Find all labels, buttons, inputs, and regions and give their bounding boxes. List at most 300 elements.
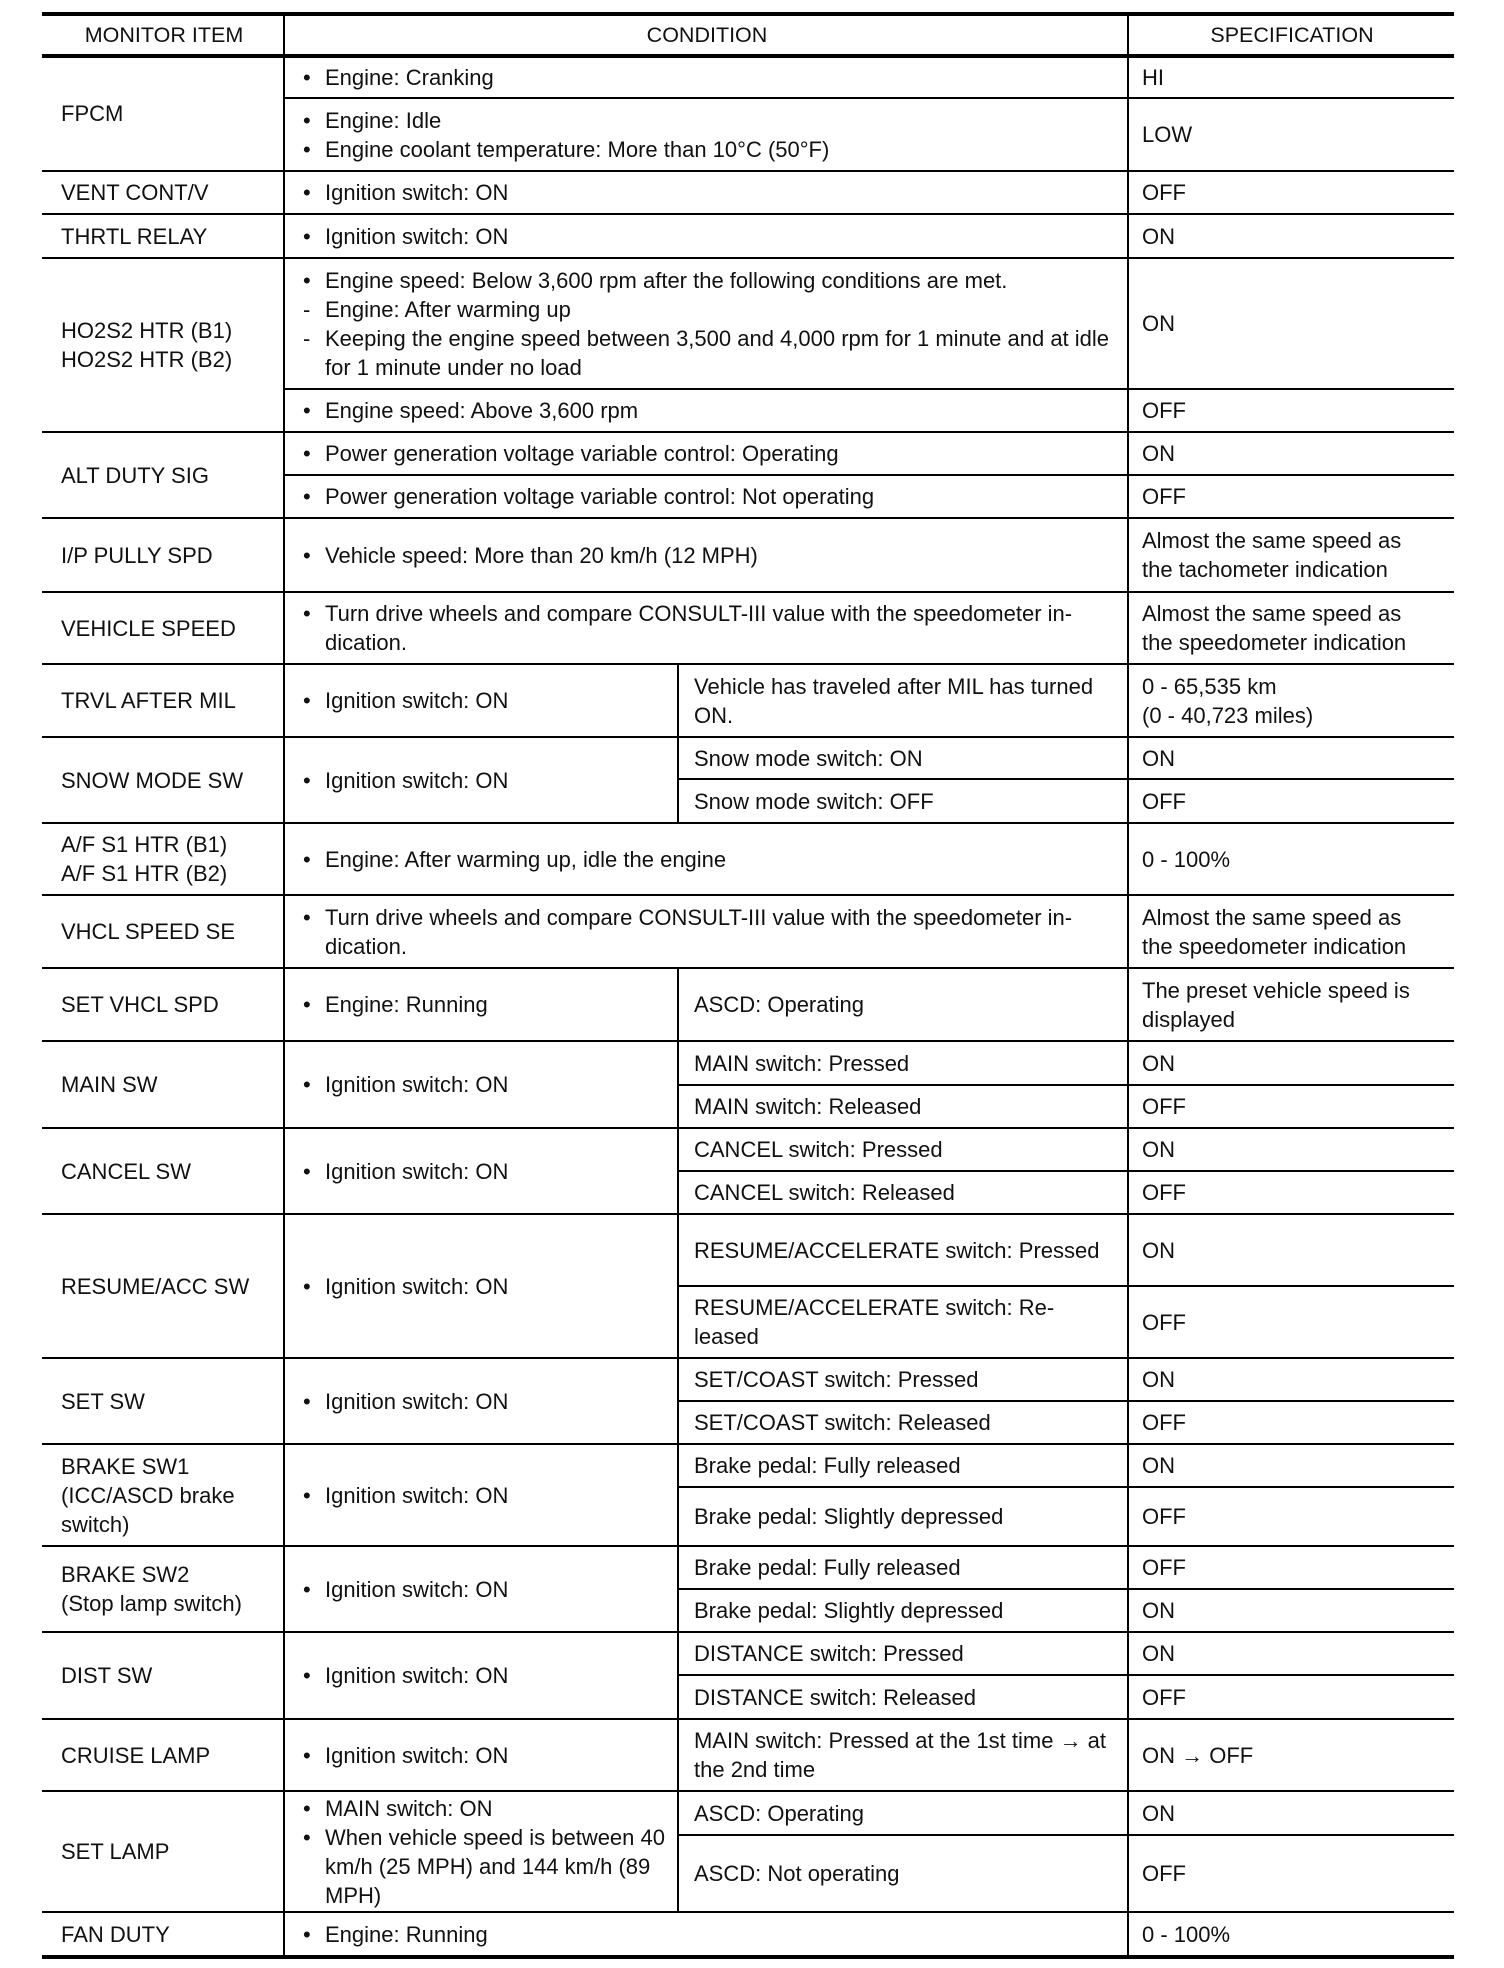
column-rule (1127, 1632, 1129, 1719)
table-rule (42, 12, 1454, 16)
bullet-icon: • (303, 1922, 311, 1947)
bullet-icon: • (303, 1072, 311, 1097)
condition-line (694, 1553, 1116, 1582)
bullet-icon: • (303, 542, 311, 568)
condition-text: Vehicle has traveled after MIL has turned ON. (694, 673, 1094, 728)
sub-condition-cell (680, 1085, 1128, 1128)
specification-cell (1130, 1444, 1454, 1487)
specification-cell (1130, 1791, 1454, 1835)
monitor-item-label: BRAKE SW2 (61, 1562, 190, 1587)
column-rule (677, 737, 679, 823)
condition-line (301, 686, 666, 715)
condition-line (694, 744, 1116, 773)
sub-condition-cell (680, 1589, 1128, 1632)
condition-text: Ignition switch: ON (325, 1273, 509, 1299)
condition-text: Turn drive wheels and compare CONSULT-III value with the speedometer in-dication. (325, 904, 1073, 959)
monitor-item-cell (44, 1128, 284, 1214)
column-rule (283, 968, 285, 1041)
condition-text: DISTANCE switch: Pressed (694, 1641, 964, 1666)
column-rule (1127, 1358, 1129, 1444)
column-rule (283, 1912, 285, 1957)
monitor-item-label: SNOW MODE SW (61, 767, 244, 793)
monitor-item-label: RESUME/ACC SW (61, 1273, 250, 1299)
specification-value: ON (1142, 745, 1175, 771)
condition-text: Power generation voltage variable control: Not operating (325, 484, 875, 509)
specification-cell (1130, 1401, 1454, 1444)
monitor-item-cell (44, 1632, 284, 1719)
column-rule (283, 1632, 285, 1719)
monitor-item-label: THRTL RELAY (61, 223, 208, 249)
column-rule (283, 737, 285, 823)
condition-cell (286, 258, 1128, 389)
condition-text: Ignition switch: ON (325, 1482, 509, 1508)
monitor-item-cell (44, 1358, 284, 1444)
specification-cell (1130, 737, 1454, 779)
condition-cell (286, 664, 678, 737)
condition-line (301, 1481, 666, 1510)
dash-icon: - (303, 296, 311, 322)
column-rule (1127, 1214, 1129, 1358)
column-rule (283, 1444, 285, 1546)
specification-value: OFF (1142, 1309, 1186, 1335)
column-rule (1127, 1041, 1129, 1128)
specification-value: OFF (1142, 1861, 1186, 1886)
condition-text: Ignition switch: ON (325, 1158, 509, 1184)
condition-line (301, 482, 1116, 511)
specification-value: the speedometer indication (1142, 933, 1407, 959)
specification-value: ON (1142, 1050, 1175, 1076)
bullet-icon: • (303, 767, 311, 793)
sub-condition-cell (680, 779, 1128, 823)
column-rule (1127, 518, 1129, 592)
bullet-icon: • (303, 136, 311, 162)
column-rule (677, 1214, 679, 1358)
specification-value: 0 - 100% (1142, 1922, 1231, 1947)
bullet-icon: • (303, 1576, 311, 1602)
condition-text: Vehicle speed: More than 20 km/h (12 MPH) (325, 542, 758, 568)
monitor-item-label: A/F S1 HTR (B1) (61, 832, 228, 857)
bullet-icon: • (303, 1795, 311, 1821)
bullet-icon: • (303, 441, 311, 466)
table-rule (678, 1834, 1454, 1836)
condition-text: Engine coolant temperature: More than 10°C (50°F) (325, 136, 830, 162)
condition-text: RESUME/ACCELERATE switch: Pressed (694, 1237, 1100, 1263)
sub-condition-cell (680, 1171, 1128, 1214)
monitor-item-cell (44, 214, 284, 258)
condition-text: Brake pedal: Slightly depressed (694, 1598, 1004, 1623)
condition-line (694, 1639, 1116, 1668)
condition-line (301, 1575, 666, 1604)
specification-value: the tachometer indication (1142, 557, 1388, 582)
sub-condition-cell (680, 1719, 1128, 1791)
condition-line (301, 541, 1116, 570)
condition-text: Ignition switch: ON (325, 688, 509, 713)
condition-text: ASCD: Operating (694, 1800, 864, 1826)
condition-cell (286, 432, 1128, 475)
column-rule (1127, 895, 1129, 968)
bullet-icon: • (303, 267, 311, 293)
monitor-item-label: switch) (61, 1511, 130, 1537)
specification-value: The preset vehicle speed is (1142, 977, 1410, 1003)
column-rule (1127, 1719, 1129, 1791)
specification-cell (1130, 1128, 1454, 1171)
column-rule (283, 56, 285, 171)
column-rule (1127, 1444, 1129, 1546)
column-rule (677, 1719, 679, 1791)
condition-cell (286, 1912, 1128, 1957)
sub-condition-cell (680, 968, 1128, 1041)
monitor-item-label: VENT CONT/V (61, 180, 209, 205)
condition-cell (286, 98, 1128, 171)
condition-line (301, 1823, 666, 1910)
condition-text: Engine: After warming up (325, 296, 571, 322)
specification-cell (1130, 1358, 1454, 1401)
specification-cell (1130, 1835, 1454, 1912)
specification-cell (1130, 171, 1454, 214)
monitor-item-cell (44, 258, 284, 432)
column-rule (283, 1546, 285, 1632)
specification-cell (1130, 475, 1454, 518)
column-rule (1127, 1791, 1129, 1912)
condition-line (301, 1070, 666, 1099)
column-rule (283, 1358, 285, 1444)
sub-condition-cell (680, 1487, 1128, 1546)
condition-line (301, 178, 1116, 207)
sub-condition-cell (680, 1286, 1128, 1358)
specification-cell (1130, 1041, 1454, 1085)
condition-line (694, 1859, 1116, 1888)
specification-value: ON (1142, 1137, 1175, 1162)
condition-cell (286, 475, 1128, 518)
column-rule (1127, 1546, 1129, 1632)
specification-value: ON (1142, 1367, 1175, 1392)
specification-value: ON (1142, 1641, 1175, 1666)
condition-cell (286, 1128, 678, 1214)
monitor-item-cell (44, 1912, 284, 1957)
condition-cell (286, 823, 1128, 895)
condition-line (301, 1794, 666, 1823)
column-rule (283, 664, 285, 737)
specification-cell (1130, 664, 1454, 737)
specification-value: HI (1142, 64, 1164, 90)
condition-text: Engine speed: Below 3,600 rpm after the following conditions are met. (325, 267, 1008, 293)
condition-line (301, 766, 666, 795)
sub-condition-cell (680, 1791, 1128, 1835)
sub-condition-cell (680, 1835, 1128, 1912)
header-monitor-item: MONITOR ITEM (84, 22, 244, 47)
specification-cell (1130, 1286, 1454, 1358)
condition-text: MAIN switch: Pressed (694, 1050, 910, 1076)
bullet-icon: • (303, 107, 311, 133)
specification-value: Almost the same speed as (1142, 904, 1402, 930)
header-condition: CONDITION (646, 22, 768, 47)
table-rule (678, 1486, 1454, 1488)
specification-cell (1130, 98, 1454, 171)
condition-text: Engine: Cranking (325, 64, 494, 90)
table-rule (42, 1955, 1454, 1959)
monitor-item-label: CRUISE LAMP (61, 1742, 211, 1768)
column-rule (283, 1214, 285, 1358)
condition-cell (286, 1358, 678, 1444)
table-rule (678, 778, 1454, 780)
specification-value: OFF (1142, 1410, 1186, 1435)
condition-cell (286, 171, 1128, 214)
specification-cell (1130, 779, 1454, 823)
specification-value: OFF (1142, 788, 1186, 814)
column-rule (1127, 214, 1129, 258)
column-rule (283, 1791, 285, 1912)
condition-line (694, 1178, 1116, 1207)
table-rule (678, 1285, 1454, 1287)
condition-text: Ignition switch: ON (325, 223, 509, 249)
condition-text: Snow mode switch: ON (694, 745, 923, 771)
condition-text: Turn drive wheels and compare CONSULT-III value with the speedometer in-dication. (325, 601, 1073, 655)
table-rule (678, 1170, 1454, 1172)
column-rule (283, 895, 285, 968)
condition-line (301, 1920, 1116, 1949)
condition-text: MAIN switch: Pressed at the 1st time → at the 2nd time (694, 1728, 1107, 1782)
specification-cell (1130, 258, 1454, 389)
condition-cell (286, 895, 1128, 968)
condition-text: Engine: Running (325, 992, 488, 1017)
condition-cell (286, 1632, 678, 1719)
column-rule (283, 258, 285, 432)
monitor-item-label: CANCEL SW (61, 1158, 191, 1184)
specification-value: OFF (1142, 180, 1186, 205)
bullet-icon: • (303, 1273, 311, 1299)
condition-text: Ignition switch: ON (325, 1742, 509, 1768)
bullet-icon: • (303, 1388, 311, 1414)
sub-condition-cell (680, 664, 1128, 737)
specification-value: OFF (1142, 1504, 1186, 1529)
condition-line (694, 1135, 1116, 1164)
column-rule (1127, 1128, 1129, 1214)
bullet-icon: • (303, 846, 311, 872)
condition-text: Ignition switch: ON (325, 1576, 509, 1602)
monitor-item-cell (44, 518, 284, 592)
specification-value: the speedometer indication (1142, 630, 1407, 655)
sub-condition-cell (680, 1358, 1128, 1401)
column-rule (677, 664, 679, 737)
specification-value: ON → OFF (1142, 1742, 1254, 1768)
column-rule (283, 518, 285, 592)
monitor-item-label: SET LAMP (61, 1839, 170, 1864)
condition-text: CANCEL switch: Pressed (694, 1137, 943, 1162)
monitor-item-cell (44, 1444, 284, 1546)
sub-condition-cell (680, 1214, 1128, 1286)
column-rule (1127, 823, 1129, 895)
condition-line (301, 396, 1116, 425)
condition-line (301, 266, 1116, 295)
condition-text: CANCEL switch: Released (694, 1180, 955, 1205)
table-rule (678, 1400, 1454, 1402)
condition-text: Ignition switch: ON (325, 1072, 509, 1097)
column-rule (283, 214, 285, 258)
condition-line (301, 1157, 666, 1186)
monitor-item-cell (44, 737, 284, 823)
specification-value: Almost the same speed as (1142, 601, 1402, 626)
condition-cell (286, 592, 1128, 664)
monitor-item-cell (44, 823, 284, 895)
column-rule (1127, 664, 1129, 737)
bullet-icon: • (303, 992, 311, 1017)
specification-cell (1130, 1171, 1454, 1214)
bullet-icon: • (303, 1742, 311, 1768)
table-rule (678, 1084, 1454, 1086)
column-rule (677, 1358, 679, 1444)
specification-cell (1130, 823, 1454, 895)
monitor-item-label: TRVL AFTER MIL (61, 688, 236, 713)
condition-text: MAIN switch: Released (694, 1094, 922, 1119)
monitor-item-cell (44, 1214, 284, 1358)
specification-cell (1130, 1546, 1454, 1589)
condition-text: DISTANCE switch: Released (694, 1684, 977, 1710)
condition-line (301, 295, 1116, 324)
specification-cell (1130, 432, 1454, 475)
condition-text: RESUME/ACCELERATE switch: Re-leased (694, 1295, 1055, 1349)
condition-text: When vehicle speed is between 40 km/h (25 MPH) and 144 km/h (89 MPH) (325, 1824, 665, 1908)
condition-line (301, 106, 1116, 135)
condition-line (694, 990, 1116, 1019)
bullet-icon: • (303, 1158, 311, 1184)
column-rule (1127, 171, 1129, 214)
table-rule (284, 474, 1454, 476)
condition-line (301, 903, 1116, 961)
bullet-icon: • (303, 180, 311, 205)
column-rule (677, 1444, 679, 1546)
condition-line (301, 324, 1116, 382)
column-rule (677, 1041, 679, 1128)
condition-text: ASCD: Operating (694, 992, 864, 1017)
condition-line (301, 845, 1116, 874)
condition-text: Power generation voltage variable control: Operating (325, 441, 839, 466)
condition-line (301, 1387, 666, 1416)
column-rule (1127, 737, 1129, 823)
specification-cell (1130, 1632, 1454, 1675)
condition-cell (286, 214, 1128, 258)
column-rule (283, 171, 285, 214)
monitor-item-label: (ICC/ASCD brake (61, 1482, 235, 1508)
sub-condition-cell (680, 1444, 1128, 1487)
condition-text: Ignition switch: ON (325, 767, 509, 793)
column-rule (283, 1719, 285, 1791)
monitor-item-cell (44, 1546, 284, 1632)
specification-value: displayed (1142, 1006, 1235, 1032)
specification-value: OFF (1142, 1555, 1186, 1580)
condition-line (694, 1049, 1116, 1078)
specification-value: Almost the same speed as (1142, 528, 1402, 553)
condition-line (301, 990, 666, 1019)
column-rule (283, 432, 285, 518)
monitor-item-label: MAIN SW (61, 1072, 158, 1097)
specification-cell (1130, 1487, 1454, 1546)
specification-value: OFF (1142, 1684, 1186, 1710)
sub-condition-cell (680, 737, 1128, 779)
monitor-item-cell (44, 664, 284, 737)
dash-icon: - (303, 325, 311, 351)
specification-cell (1130, 1589, 1454, 1632)
condition-text: Ignition switch: ON (325, 180, 509, 205)
monitor-item-label: VHCL SPEED SE (61, 919, 236, 944)
condition-text: Keeping the engine speed between 3,500 and 4,000 rpm for 1 minute and at idle for 1 minute under no load (325, 325, 1110, 380)
condition-text: Ignition switch: ON (325, 1663, 509, 1688)
condition-cell (286, 737, 678, 823)
specification-value: 0 - 65,535 km (1142, 673, 1277, 699)
column-rule (283, 1128, 285, 1214)
specification-value: OFF (1142, 1180, 1186, 1205)
monitor-item-label: DIST SW (61, 1663, 153, 1688)
monitor-item-label: VEHICLE SPEED (61, 615, 236, 641)
monitor-item-label: ALT DUTY SIG (61, 462, 209, 488)
column-rule (1127, 12, 1129, 56)
monitor-item-cell (44, 56, 284, 171)
condition-cell (286, 968, 678, 1041)
bullet-icon: • (303, 688, 311, 713)
condition-text: SET/COAST switch: Released (694, 1410, 991, 1435)
specification-value: ON (1142, 1598, 1175, 1623)
monitor-item-cell (44, 968, 284, 1041)
specification-value: (0 - 40,723 miles) (1142, 702, 1314, 728)
sub-condition-cell (680, 1401, 1128, 1444)
condition-text: Engine: Idle (325, 107, 442, 133)
specification-value: ON (1142, 1453, 1175, 1478)
bullet-icon: • (303, 484, 311, 509)
column-rule (677, 1791, 679, 1912)
monitor-item-label: SET VHCL SPD (61, 992, 219, 1017)
specification-cell (1130, 389, 1454, 432)
column-rule (677, 1546, 679, 1632)
condition-line (301, 1272, 666, 1301)
condition-line (694, 672, 1116, 730)
sub-condition-cell (680, 1546, 1128, 1589)
condition-text: Brake pedal: Fully released (694, 1453, 961, 1478)
monitor-item-label: (Stop lamp switch) (61, 1591, 242, 1616)
specification-cell (1130, 968, 1454, 1041)
condition-line (301, 63, 1116, 92)
monitor-item-label: I/P PULLY SPD (61, 542, 213, 568)
monitor-item-label: BRAKE SW1 (61, 1453, 190, 1479)
condition-text: Ignition switch: ON (325, 1388, 509, 1414)
specification-value: ON (1142, 223, 1175, 249)
condition-line (694, 1502, 1116, 1531)
specification-cell (1130, 214, 1454, 258)
monitor-item-label: FPCM (61, 101, 124, 126)
column-rule (283, 1041, 285, 1128)
header-specification: SPECIFICATION (1210, 22, 1374, 47)
column-rule (283, 823, 285, 895)
column-rule (1127, 592, 1129, 664)
monitor-item-cell (44, 592, 284, 664)
bullet-icon: • (303, 1824, 311, 1850)
column-rule (677, 1128, 679, 1214)
condition-line (301, 1661, 666, 1690)
condition-line (301, 222, 1116, 251)
monitor-item-label: HO2S2 HTR (B2) (61, 347, 233, 372)
column-rule (1127, 968, 1129, 1041)
monitor-item-label: SET SW (61, 1388, 145, 1414)
condition-cell (286, 1444, 678, 1546)
condition-line (694, 1596, 1116, 1625)
specification-value: ON (1142, 1800, 1175, 1826)
specification-cell (1130, 1675, 1454, 1719)
condition-text: Snow mode switch: OFF (694, 788, 934, 814)
table-rule (284, 388, 1454, 390)
condition-text: Brake pedal: Slightly depressed (694, 1504, 1004, 1529)
specification-value: OFF (1142, 398, 1186, 423)
condition-line (694, 1726, 1116, 1784)
condition-line (694, 1799, 1116, 1828)
condition-cell (286, 1214, 678, 1358)
